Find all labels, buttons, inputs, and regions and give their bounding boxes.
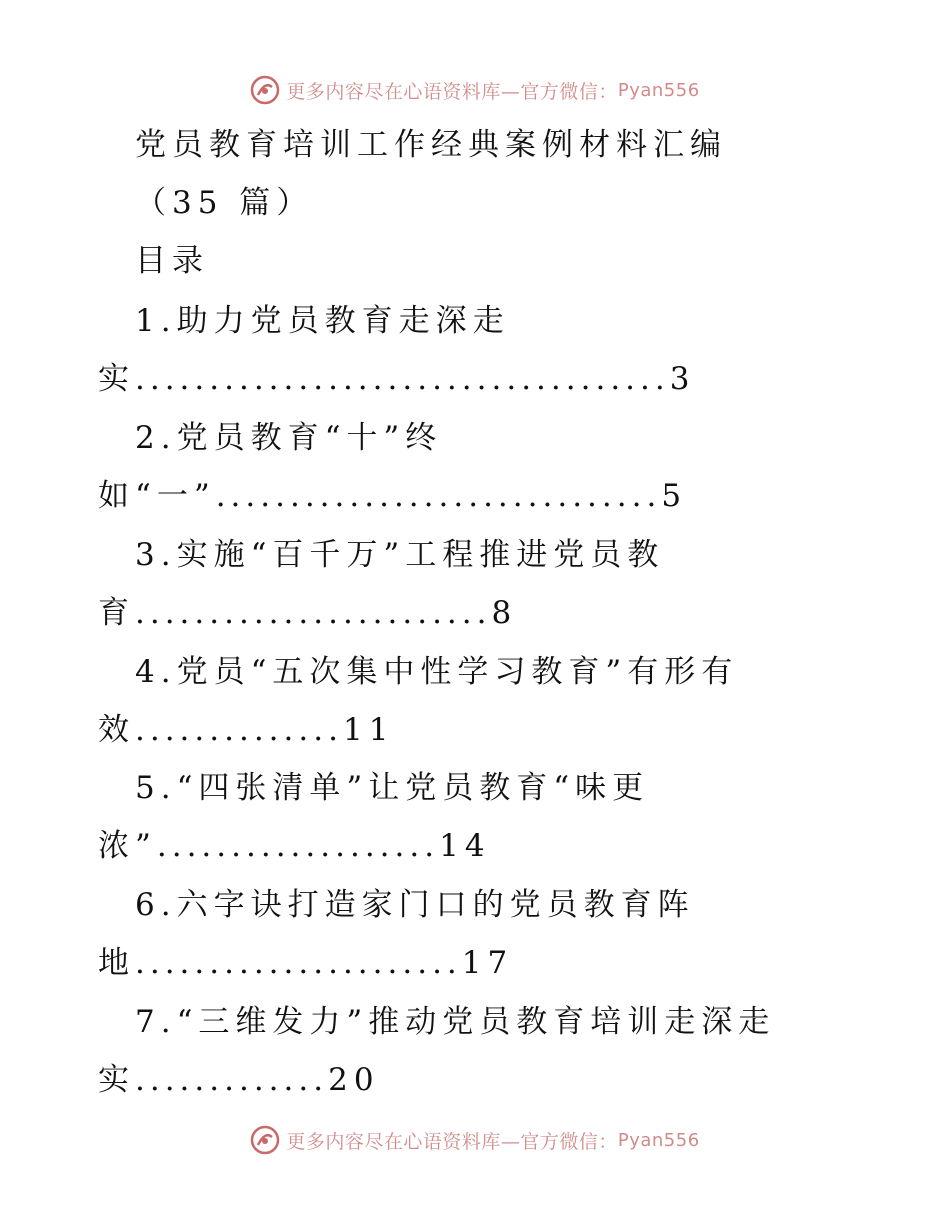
- toc-entry-5-continuation[interactable]: [98, 826, 491, 866]
- toc-entry-4-page: 11: [342, 712, 395, 748]
- toc-entry-3-continuation[interactable]: [98, 593, 517, 633]
- toc-entry-6-leader: ......................: [135, 945, 462, 981]
- toc-entry-7-page: 20: [328, 1062, 380, 1098]
- toc-entry-5-page: 14: [439, 828, 491, 864]
- toc-entry-3-leader: ........................: [135, 595, 492, 631]
- toc-entry-7-tail: 实: [98, 1062, 135, 1098]
- toc-entry-4-title[interactable]: 4.党员“五次集中性学习教育”有形有: [135, 654, 739, 690]
- toc-entry-1-continuation[interactable]: [98, 359, 695, 399]
- watermark-logo-icon: [250, 75, 280, 105]
- toc-entry-6-page: 17: [461, 945, 514, 981]
- toc-entry-2-leader: ..............................: [215, 478, 662, 514]
- toc-entry-3-title[interactable]: 3.实施“百千万”工程推进党员教: [135, 537, 665, 573]
- toc-entry-3-page: 8: [491, 595, 518, 631]
- toc-entry-1-leader: ....................................: [135, 361, 670, 397]
- toc-heading: 目录: [135, 243, 209, 279]
- toc-entry-3-tail: 育: [98, 595, 135, 631]
- watermark-top: [0, 70, 950, 110]
- toc-entry-5-leader: ...................: [156, 828, 440, 864]
- toc-entry-1-title[interactable]: 1.助力党员教育走深走: [135, 303, 510, 339]
- watermark-text: 更多内容尽在心语资料库—官方微信：: [286, 1130, 618, 1153]
- toc-entry-2-continuation[interactable]: [98, 476, 687, 516]
- watermark-handle: Pyan556: [617, 79, 700, 101]
- toc-entry-6-tail: 地: [98, 945, 135, 981]
- toc-entry-4-continuation[interactable]: [98, 710, 394, 750]
- watermark-text: 更多内容尽在心语资料库—官方微信：: [286, 80, 618, 103]
- document-subtitle: （35 篇）: [135, 185, 314, 221]
- toc-entry-5-title[interactable]: 5.“四张清单”让党员教育“味更: [135, 770, 650, 806]
- toc-entry-4-leader: ..............: [135, 712, 343, 748]
- toc-entry-1-page: 3: [669, 361, 696, 397]
- toc-entry-2-tail: 如“一”: [98, 478, 216, 514]
- document-title: 党员教育培训工作经典案例材料汇编: [135, 127, 727, 163]
- toc-entry-7-title[interactable]: 7.“三维发力”推动党员教育培训走深走: [135, 1004, 776, 1040]
- watermark-logo-icon: [250, 1125, 280, 1155]
- toc-entry-1-tail: 实: [98, 361, 135, 397]
- toc-entry-7-continuation[interactable]: [98, 1060, 380, 1100]
- toc-entry-2-title[interactable]: 2.党员教育“十”终: [135, 420, 443, 456]
- toc-entry-6-continuation[interactable]: [98, 943, 513, 983]
- watermark-bottom: [0, 1120, 950, 1160]
- toc-entry-2-page: 5: [661, 478, 688, 514]
- toc-entry-6-title[interactable]: 6.六字诀打造家门口的党员教育阵: [135, 887, 695, 923]
- toc-entry-4-tail: 效: [98, 712, 135, 748]
- toc-entry-7-leader: .............: [135, 1062, 329, 1098]
- watermark-handle: Pyan556: [617, 1129, 700, 1151]
- toc-entry-5-tail: 浓”: [98, 828, 157, 864]
